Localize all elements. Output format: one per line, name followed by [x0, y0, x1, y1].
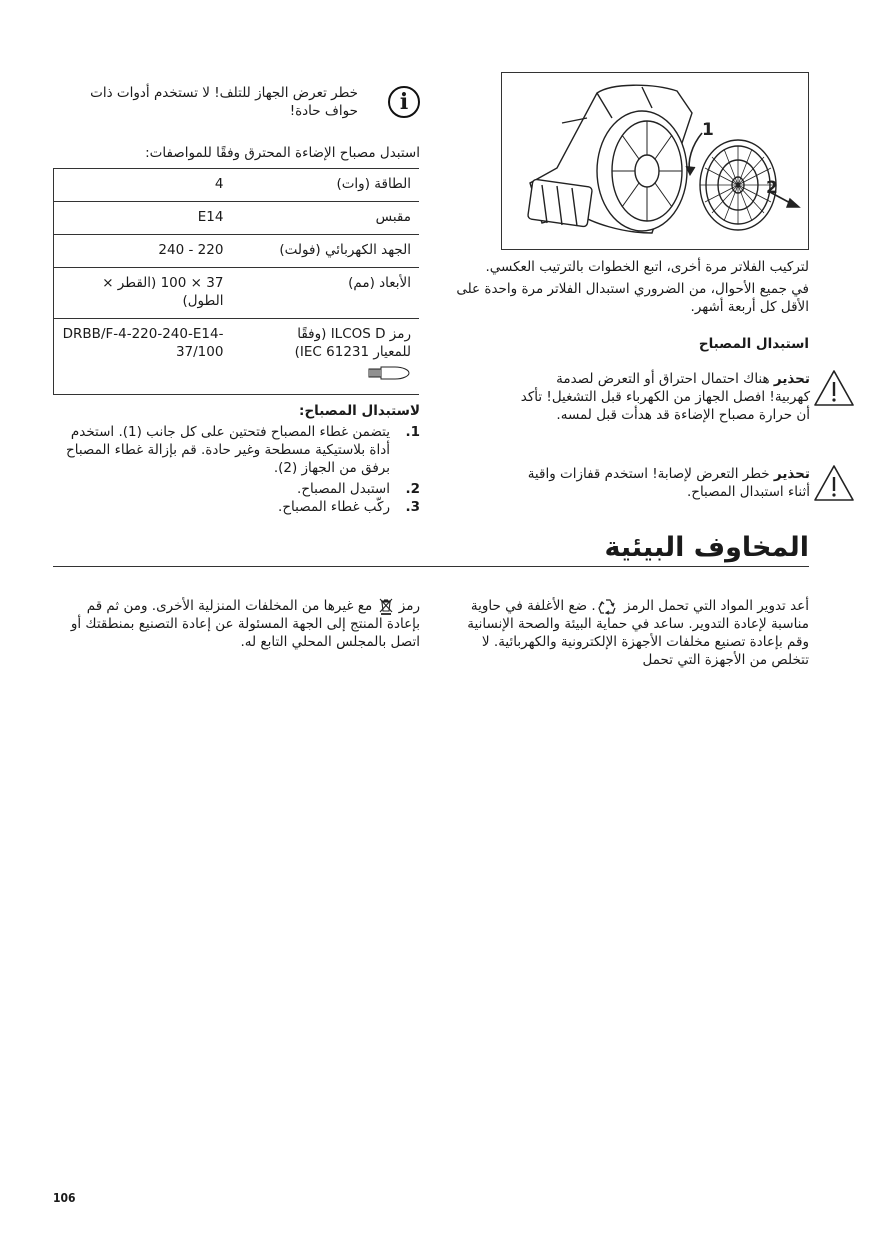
info-icon: i	[388, 86, 420, 118]
page-number: 106	[53, 1191, 76, 1205]
crossed-bin-icon	[379, 598, 393, 615]
spec-label: الأبعاد (مم)	[247, 268, 419, 319]
warning-text: خطر التعرض لإصابة! استخدم قفازات واقية أثناء استبدال المصباح.	[527, 466, 810, 500]
warning-icon	[813, 464, 855, 502]
step-text: يتضمن غطاء المصباح فتحتين على كل جانب (1). استخدم أداة بلاستيكية مسطحة وغير حادة. قم بإزالة غطاء المصباح برفق من الجهاز (2).	[66, 424, 390, 476]
filter-illustration	[502, 73, 808, 249]
table-row	[54, 319, 420, 395]
lamp-steps-title: لاستبدال المصباح:	[299, 403, 420, 419]
spec-value: DRBB/F-4-220-240-E14-37/100	[54, 319, 248, 395]
step-number: 1.	[405, 424, 420, 440]
step-text: ركّب غطاء المصباح.	[278, 499, 390, 515]
spec-label: الطاقة (وات)	[247, 169, 419, 202]
spec-label: رمز ILCOS D (وفقًا للمعيار IEC 61231)	[294, 326, 411, 360]
filter-figure	[501, 72, 809, 250]
warning-block	[520, 465, 810, 501]
lamp-bulb-icon	[363, 365, 411, 381]
spec-value: 37 × 100 (القطر × الطول)	[54, 268, 248, 319]
info-notice-text: خطر تعرض الجهاز للتلف! لا تستخدم أدوات ذات حواف حادة!	[90, 85, 358, 119]
section-title: المخاوف البيئية	[604, 532, 809, 563]
warning-label: تحذير	[773, 466, 810, 482]
reinstall-text: لتركيب الفلاتر مرة أخرى، اتبع الخطوات بالترتيب العكسي.	[485, 259, 809, 275]
table-row	[54, 268, 420, 319]
spec-label: الجهد الكهربائي (فولت)	[247, 235, 419, 268]
spec-label: مقبس	[247, 202, 419, 235]
list-item	[60, 480, 420, 498]
step-text: استبدل المصباح.	[297, 481, 390, 497]
figure-label-2: 2	[766, 178, 778, 198]
spec-intro: استبدل مصباح الإضاءة المحترق وفقًا للمواصفات:	[145, 145, 420, 161]
env-right-before: أعد تدوير المواد التي تحمل الرمز	[623, 598, 809, 614]
figure-label-1: 1	[702, 120, 714, 140]
env-right-after: . ضع الأغلفة في حاوية مناسبة لإعادة التدوير. ساعد في حماية البيئة والصحة الإنسانية وقم بإعادة تصنيع مخلفات الأجهزة الإلكترونية والكهربائية. لا تتخلص من الأجهزة التي تحمل	[467, 598, 809, 668]
step-number: 2.	[405, 481, 420, 497]
lamp-heading: استبدال المصباح	[698, 336, 809, 352]
section-divider	[53, 566, 809, 567]
spec-label-cell	[247, 319, 419, 395]
info-notice	[60, 84, 420, 124]
environment-text-right	[452, 597, 809, 669]
list-item	[60, 423, 420, 479]
warning-label: تحذير	[773, 371, 810, 387]
spec-table	[53, 168, 419, 395]
env-left-after: مع غيرها من المخلفات المنزلية الأخرى. ومن ثم قم بإعادة المنتج إلى الجهة المسئولة عن إعادة التصنيع بمنطقتك أو اتصل بالمجلس المحلي التابع له.	[70, 598, 420, 650]
warning-icon	[813, 369, 855, 407]
table-row	[54, 202, 420, 235]
table-row	[54, 235, 420, 268]
spec-value: 4	[54, 169, 248, 202]
environment-text-left	[60, 597, 420, 651]
filter-replace-text: في جميع الأحوال، من الضروري استبدال الفلاتر مرة واحدة على الأقل كل أربعة أشهر.	[456, 281, 809, 315]
step-number: 3.	[405, 499, 420, 515]
recycle-icon	[598, 598, 618, 615]
table-row	[54, 169, 420, 202]
spec-value: E14	[54, 202, 248, 235]
env-left-before: رمز	[398, 598, 420, 614]
warning-text: هناك احتمال احتراق أو التعرض لصدمة كهربية! افصل الجهاز من الكهرباء قبل التشغيل! تأكد أن حرارة مصباح الإضاءة قد هدأت قبل لمسه.	[520, 371, 810, 423]
warning-block	[520, 370, 810, 424]
spec-value: 220 - 240	[54, 235, 248, 268]
list-item	[60, 498, 420, 516]
